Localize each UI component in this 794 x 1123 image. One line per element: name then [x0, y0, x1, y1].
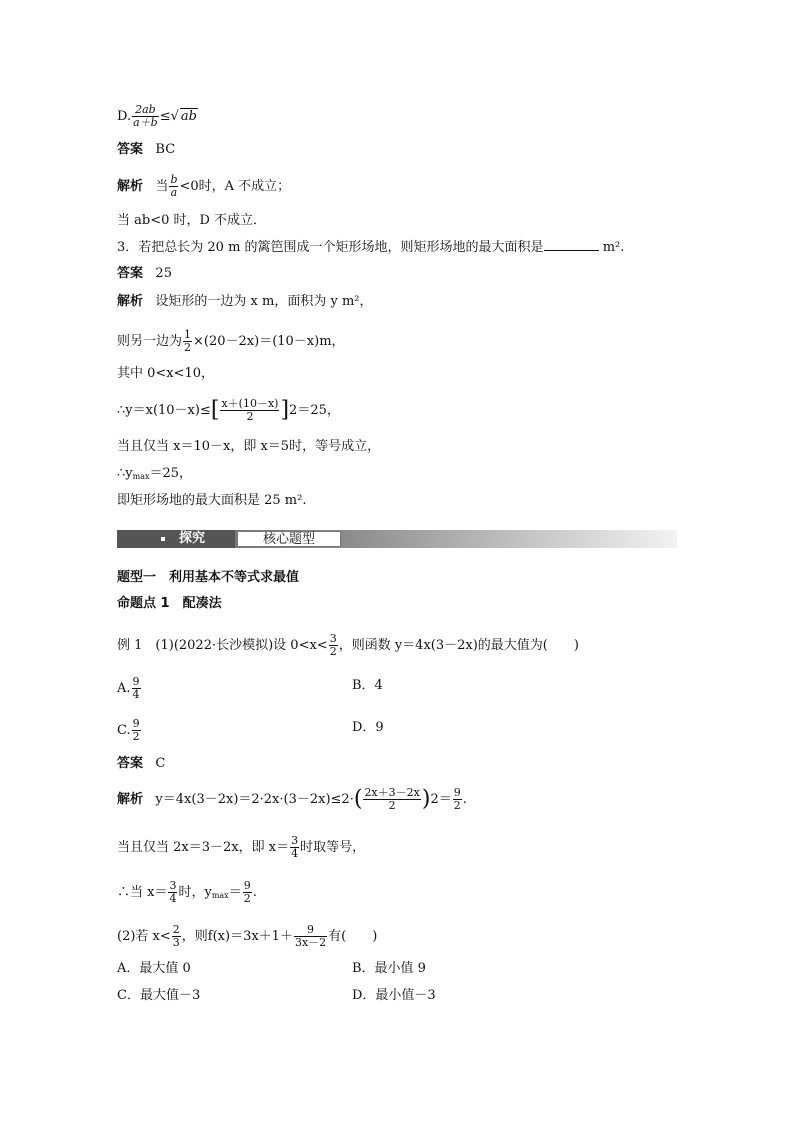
fraction-denominator: 4 — [132, 688, 140, 701]
text: <0时，A 不成立； — [179, 179, 291, 194]
fraction-denominator: 3 — [172, 936, 180, 949]
option-b: B．4 — [352, 678, 383, 693]
fraction-numerator: 9 — [453, 786, 461, 799]
fraction — [329, 633, 338, 658]
section-header-bar — [117, 530, 677, 548]
text: . — [462, 792, 467, 807]
option-label: A. — [117, 681, 131, 696]
text: 当且仅当 2x＝3－2x，即 x＝ — [117, 840, 290, 855]
text: ∴当 x＝ — [117, 885, 168, 900]
unit: m². — [602, 240, 625, 255]
fraction — [453, 787, 462, 812]
fraction-numerator: 9 — [132, 717, 140, 730]
subscript: max — [132, 472, 150, 481]
fraction-denominator: 4 — [291, 847, 299, 860]
option-label: C. — [117, 723, 131, 738]
text: 有( ) — [328, 929, 378, 944]
text: (2)若 x< — [117, 929, 171, 944]
text: y＝4x(3－2x)＝2·2x·(3－2x)≤2· — [155, 792, 354, 807]
fraction — [290, 835, 299, 860]
analysis-3-line-2 — [117, 329, 345, 354]
text: 2＝25， — [289, 403, 340, 418]
section-tag-dark-label: 探究 — [179, 531, 206, 546]
option-label: D. — [117, 109, 132, 124]
answer-blank — [544, 238, 599, 251]
text: ＝ — [228, 885, 242, 900]
fraction — [363, 787, 420, 812]
fraction-numerator: 3 — [329, 632, 337, 645]
fraction-denominator: 2 — [132, 730, 140, 743]
analysis-1 — [117, 174, 290, 199]
question-text: 3．若把总长为 20 m 的篱笆围成一个矩形场地，则矩形场地的最大面积是 — [117, 240, 544, 255]
left-bracket: [ — [210, 397, 220, 423]
answer-4 — [117, 755, 165, 773]
fraction — [220, 398, 279, 423]
fraction-numerator: x＋(10－x) — [221, 397, 279, 410]
analysis-3-line-6 — [117, 465, 192, 486]
fraction — [132, 676, 141, 701]
analysis-3-line-1 — [117, 293, 373, 311]
analysis-label: 解析 — [117, 294, 144, 309]
fraction-denominator: 3x－2 — [294, 936, 327, 949]
relation: ≤ — [159, 109, 171, 124]
answer-label: 答案 — [117, 756, 144, 771]
analysis-3-line-3: 其中 0<x<10， — [117, 366, 215, 381]
fraction-denominator: 2 — [453, 799, 461, 812]
analysis-label: 解析 — [117, 792, 144, 807]
text: 当 — [155, 179, 169, 194]
option-c — [117, 718, 142, 743]
example-2 — [117, 924, 377, 949]
text: ＝25， — [149, 466, 193, 481]
fraction — [169, 174, 178, 199]
fraction-numerator: 9 — [294, 924, 327, 937]
fraction-numerator: 2x＋3－2x — [364, 786, 420, 799]
analysis-4-line-2 — [117, 835, 365, 860]
fraction-denominator: a — [170, 186, 178, 199]
fraction-numerator: b — [170, 173, 178, 186]
text: ，则函数 y＝4x(3－2x)的最大值为( ) — [338, 638, 579, 653]
subheading: 命题点 1 配凑法 — [117, 596, 222, 611]
answer-3 — [117, 265, 172, 283]
fraction — [294, 924, 327, 949]
text: 设矩形的一边为 x m，面积为 y m²， — [155, 294, 373, 309]
sqrt-radicand: ab — [180, 109, 197, 124]
section-tag-dark — [117, 530, 235, 548]
text: 2＝ — [430, 792, 452, 807]
text: ∴y＝x(10－x)≤ — [117, 403, 211, 418]
answer-value: BC — [155, 142, 176, 157]
analysis-4-line-1 — [117, 787, 467, 812]
section-tag-light: 核心题型 — [237, 531, 341, 547]
subscript: max — [211, 891, 229, 900]
option-a — [117, 676, 142, 701]
fraction-numerator: 3 — [169, 879, 177, 892]
fraction-numerator: 2ab — [132, 104, 159, 117]
fraction-numerator: 2 — [172, 923, 180, 936]
right-bracket: ] — [280, 397, 290, 423]
option-d: D. $\frac{2ab}{a+b}$ ≤√ ab — [117, 103, 197, 129]
fraction-numerator: 9 — [132, 675, 140, 688]
option-a-2: A．最大值 0 — [117, 961, 191, 976]
option-d-2: D．9 — [352, 720, 384, 735]
fraction-denominator: 2 — [329, 645, 337, 658]
fraction — [172, 924, 181, 949]
fraction — [168, 880, 177, 905]
text: 时，y — [178, 885, 212, 900]
text: ，则f(x)＝3x＋1＋ — [181, 929, 293, 944]
bullet-square-icon — [161, 537, 165, 541]
answer-value: 25 — [155, 266, 172, 281]
answer-value: C — [155, 756, 166, 771]
fraction-numerator: 3 — [291, 834, 299, 847]
analysis-4-line-3 — [117, 880, 257, 905]
fraction — [132, 718, 141, 743]
text: 则另一边为 — [117, 334, 183, 349]
analysis-1-line-2: 当 ab<0 时，D 不成立． — [117, 213, 267, 228]
answer-label: 答案 — [117, 142, 144, 157]
analysis-3-line-5: 当且仅当 x＝10－x，即 x＝5时，等号成立， — [117, 439, 381, 454]
example-1 — [117, 633, 579, 658]
fraction-denominator: 2 — [243, 892, 251, 905]
fraction-denominator: 2 — [246, 410, 254, 423]
text: 时取等号， — [300, 840, 366, 855]
answer-1 — [117, 141, 175, 159]
fraction — [132, 104, 159, 129]
text: . — [252, 885, 257, 900]
fraction-numerator: 9 — [243, 879, 251, 892]
fraction-denominator: 4 — [169, 892, 177, 905]
option-c-2: C．最大值－3 — [117, 988, 201, 1003]
fraction — [183, 329, 192, 354]
option-b-2: B．最小值 9 — [352, 961, 426, 976]
option-d-3: D．最小值－3 — [352, 988, 436, 1003]
fraction-numerator: 1 — [184, 328, 192, 341]
text: ∴y — [117, 466, 133, 481]
answer-label: 答案 — [117, 266, 144, 281]
fraction-denominator: 2 — [388, 799, 396, 812]
type-heading: 题型一 利用基本不等式求最值 — [117, 570, 300, 585]
text: 例 1 (1)(2022·长沙模拟)设 0<x< — [117, 638, 328, 653]
fraction-denominator: a＋b — [133, 116, 158, 129]
text: ×(20－2x)＝(10－x)m， — [193, 334, 345, 349]
analysis-3-line-4 — [117, 398, 340, 423]
right-paren: ) — [421, 786, 431, 812]
left-paren: ( — [353, 786, 363, 812]
fraction — [243, 880, 252, 905]
fraction-denominator: 2 — [184, 341, 192, 354]
question-3 — [117, 238, 624, 257]
analysis-3-line-7: 即矩形场地的最大面积是 25 m². — [117, 493, 307, 508]
analysis-label: 解析 — [117, 179, 144, 194]
